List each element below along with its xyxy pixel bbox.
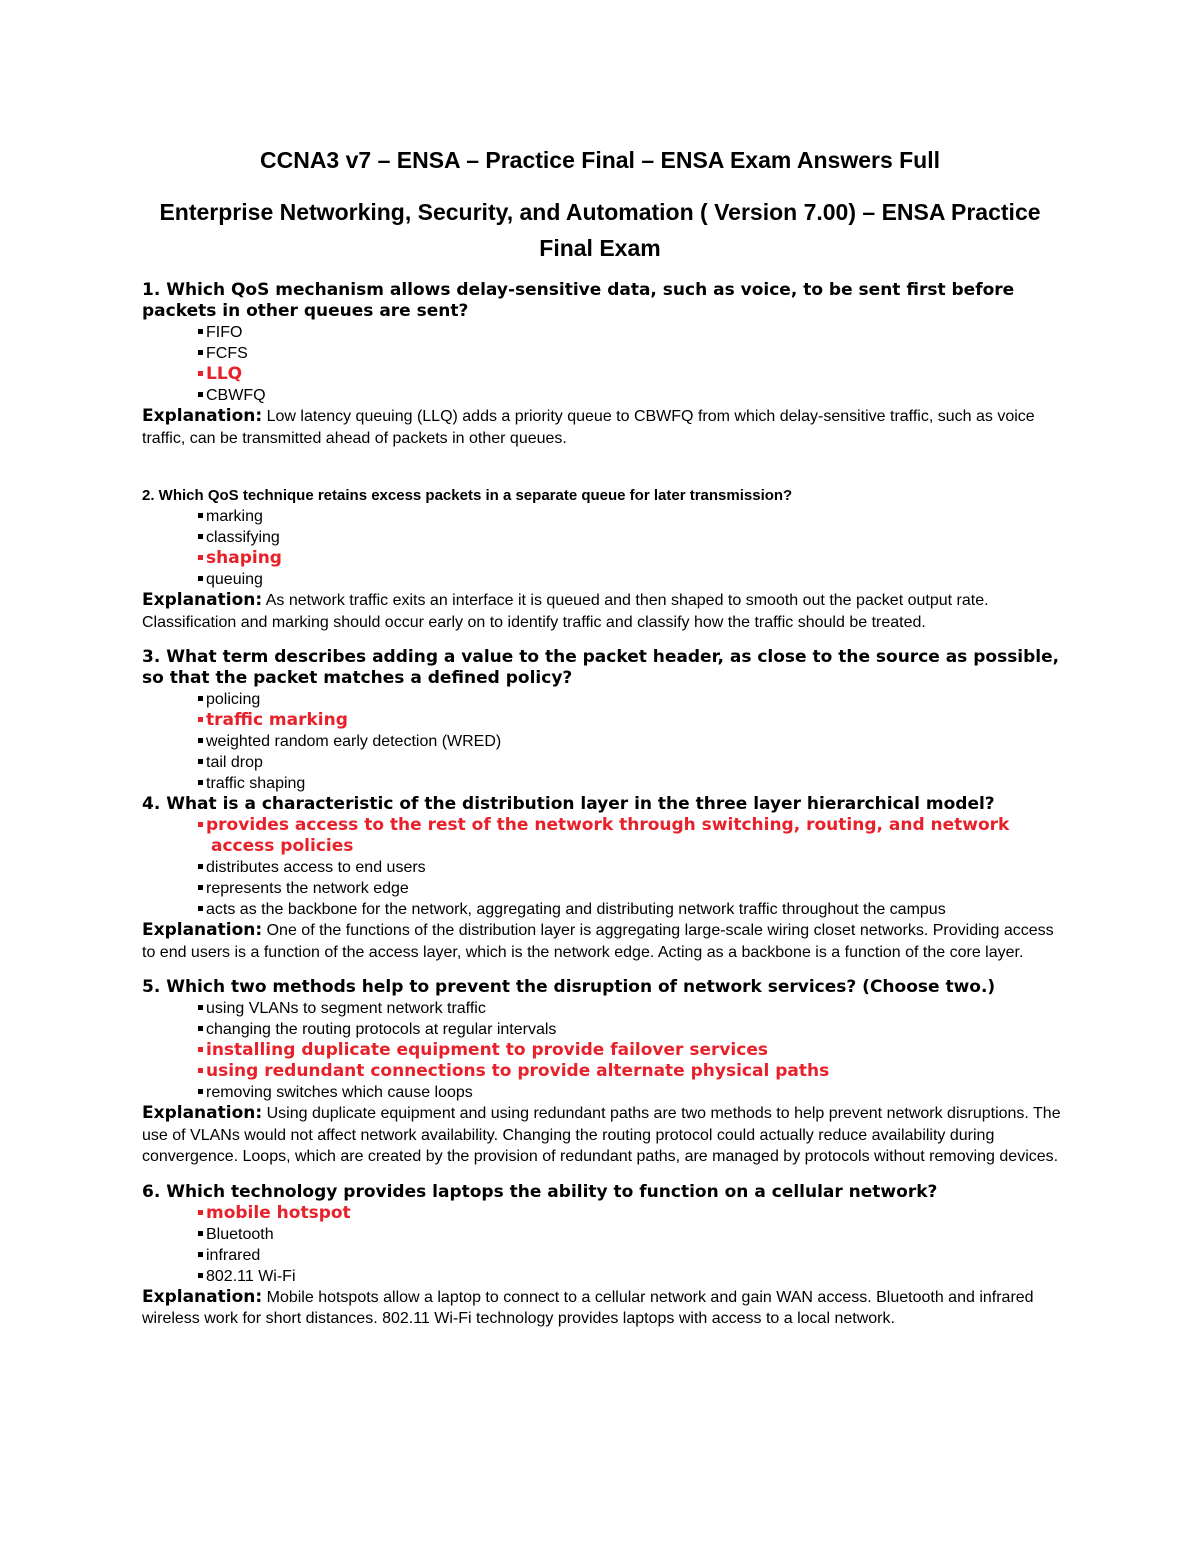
bullet-icon (198, 1089, 203, 1094)
bullet-icon (198, 780, 203, 785)
document-subtitle: Enterprise Networking, Security, and Automation ( Version 7.00) – ENSA Practice Final Exam (159, 199, 1041, 261)
bullet-icon (198, 513, 203, 518)
answer-label: changing the routing protocols at regular intervals (206, 1021, 557, 1038)
answer-label: installing duplicate equipment to provide failover services (206, 1040, 768, 1060)
correct-answer-option (198, 364, 1062, 385)
answer-option (198, 773, 1062, 794)
answer-option (198, 506, 1062, 527)
answer-label: provides access to the rest of the network through switching, routing, and network access policies (206, 815, 1010, 856)
answer-option (198, 1266, 1062, 1287)
answer-option (198, 527, 1062, 548)
correct-answer-option (198, 815, 1062, 857)
question-block (142, 1182, 1062, 1330)
answer-list (142, 506, 1062, 590)
bullet-icon (198, 371, 203, 376)
bullet-icon (198, 1210, 203, 1215)
bullet-icon (198, 696, 203, 701)
answer-label: weighted random early detection (WRED) (206, 733, 502, 750)
answer-label: infrared (206, 1246, 261, 1264)
correct-answer-option (198, 548, 1062, 569)
bullet-icon (198, 759, 203, 764)
answer-list (142, 998, 1062, 1103)
bullet-icon (198, 906, 203, 911)
question-text: 6. Which technology provides laptops the ability to function on a cellular network? (142, 1181, 938, 1202)
correct-answer-option (198, 1040, 1062, 1061)
answer-label: CBWFQ (206, 387, 266, 404)
answer-list (142, 689, 1062, 794)
bullet-icon (198, 1231, 203, 1236)
answer-option (198, 1019, 1062, 1040)
answer-option (198, 385, 1062, 406)
question-text: 3. What term describes adding a value to the packet header, as close to the source as possible, so that the packet matches a defined policy? (142, 647, 1060, 688)
question-text: 4. What is a characteristic of the distribution layer in the three layer hierarchical model? (142, 794, 995, 814)
bullet-icon (198, 1005, 203, 1010)
bullet-icon (198, 350, 203, 355)
bullet-icon (198, 576, 203, 581)
answer-label: traffic shaping (206, 775, 306, 792)
answer-list (142, 322, 1062, 406)
bullet-icon (198, 1068, 203, 1073)
correct-answer-option (198, 1203, 1062, 1224)
bullet-icon (198, 1252, 203, 1257)
answer-label: using redundant connections to provide alternate physical paths (206, 1061, 830, 1081)
answer-label: traffic marking (206, 710, 348, 730)
bullet-icon (198, 1273, 203, 1278)
document-title: CCNA3 v7 – ENSA – Practice Final – ENSA Exam Answers Full (259, 147, 941, 173)
answer-label: shaping (206, 548, 282, 568)
answer-label: FIFO (206, 324, 243, 341)
answer-option (198, 689, 1062, 710)
document-body (142, 280, 1062, 1330)
answer-label: using VLANs to segment network traffic (206, 1000, 486, 1017)
answer-list (142, 815, 1062, 920)
bullet-icon (198, 329, 203, 334)
explanation-text: One of the functions of the distribution layer is aggregating large-scale wiring closet networks. Providing access to end users is a function of the access layer, which is the network edge. Acting as a backbone is a function of the core layer. (142, 922, 1054, 961)
answer-label: 802.11 Wi-Fi (206, 1267, 296, 1285)
question-block (142, 280, 1062, 449)
answer-label: queuing (206, 571, 263, 588)
answer-label: acts as the backbone for the network, aggregating and distributing network traffic throughout the campus (206, 901, 946, 918)
explanation-text: Mobile hotspots allow a laptop to connect to a cellular network and gain WAN access. Bluetooth and infrared wireless work for short distances. 802.11 Wi-Fi technology provides laptops with access to a local network. (142, 1288, 1034, 1327)
explanation-label: Explanation: (142, 1103, 263, 1123)
answer-label: marking (206, 508, 263, 525)
answer-label: distributes access to end users (206, 859, 426, 876)
explanation-text: As network traffic exits an interface it is queued and then shaped to smooth out the packet output rate. Classification and marking should occur early on to identify traffic and classify how the traffic should be treated. (142, 592, 989, 631)
answer-label: Bluetooth (206, 1225, 274, 1243)
answer-label: FCFS (206, 345, 248, 362)
explanation-label: Explanation: (142, 1286, 263, 1307)
question-text: 2. Which QoS technique retains excess packets in a separate queue for later transmission? (142, 487, 793, 504)
bullet-icon (198, 555, 203, 560)
answer-option (198, 731, 1062, 752)
answer-option (198, 857, 1062, 878)
question-block (142, 977, 1062, 1168)
explanation (142, 1287, 1062, 1330)
explanation (142, 590, 1062, 633)
question-block (142, 647, 1062, 794)
question-text: 1. Which QoS mechanism allows delay-sensitive data, such as voice, to be sent first before packets in other queues are sent? (142, 280, 1015, 321)
bullet-icon (198, 885, 203, 890)
answer-option (198, 899, 1062, 920)
explanation-label: Explanation: (142, 590, 263, 610)
question-text: 5. Which two methods help to prevent the disruption of network services? (Choose two.) (142, 977, 996, 997)
explanation-label: Explanation: (142, 920, 263, 940)
correct-answer-option (198, 1061, 1062, 1082)
bullet-icon (198, 738, 203, 743)
bullet-icon (198, 822, 203, 827)
answer-option (198, 998, 1062, 1019)
question-block (142, 794, 1062, 963)
answer-option (198, 322, 1062, 343)
answer-label: mobile hotspot (206, 1202, 351, 1223)
correct-answer-option (198, 710, 1062, 731)
question-block (142, 485, 1062, 633)
answer-option (198, 1245, 1062, 1266)
answer-option (198, 1082, 1062, 1103)
bullet-icon (198, 1047, 203, 1052)
answer-option (198, 752, 1062, 773)
answer-option (198, 569, 1062, 590)
answer-label: LLQ (206, 364, 243, 384)
answer-list (142, 1203, 1062, 1287)
explanation (142, 1103, 1062, 1168)
bullet-icon (198, 392, 203, 397)
answer-label: classifying (206, 529, 280, 546)
answer-option (198, 878, 1062, 899)
answer-option (198, 343, 1062, 364)
answer-label: tail drop (206, 754, 263, 771)
explanation-text: Using duplicate equipment and using redundant paths are two methods to help prevent network disruptions. The use of VLANs would not affect network availability. Changing the routing protocol could actually reduce availability during convergence. Loops, which are created by the provision of redundant paths, are managed by protocols without removing devices. (142, 1105, 1061, 1165)
answer-label: removing switches which cause loops (206, 1084, 473, 1101)
explanation-label: Explanation: (142, 406, 263, 426)
explanation (142, 406, 1062, 449)
bullet-icon (198, 534, 203, 539)
answer-label: represents the network edge (206, 880, 409, 897)
explanation (142, 920, 1062, 963)
answer-option (198, 1224, 1062, 1245)
bullet-icon (198, 717, 203, 722)
bullet-icon (198, 1026, 203, 1031)
bullet-icon (198, 864, 203, 869)
answer-label: policing (206, 691, 261, 708)
explanation-text: Low latency queuing (LLQ) adds a priority queue to CBWFQ from which delay-sensitive traffic, such as voice traffic, can be transmitted ahead of packets in other queues. (142, 408, 1035, 447)
